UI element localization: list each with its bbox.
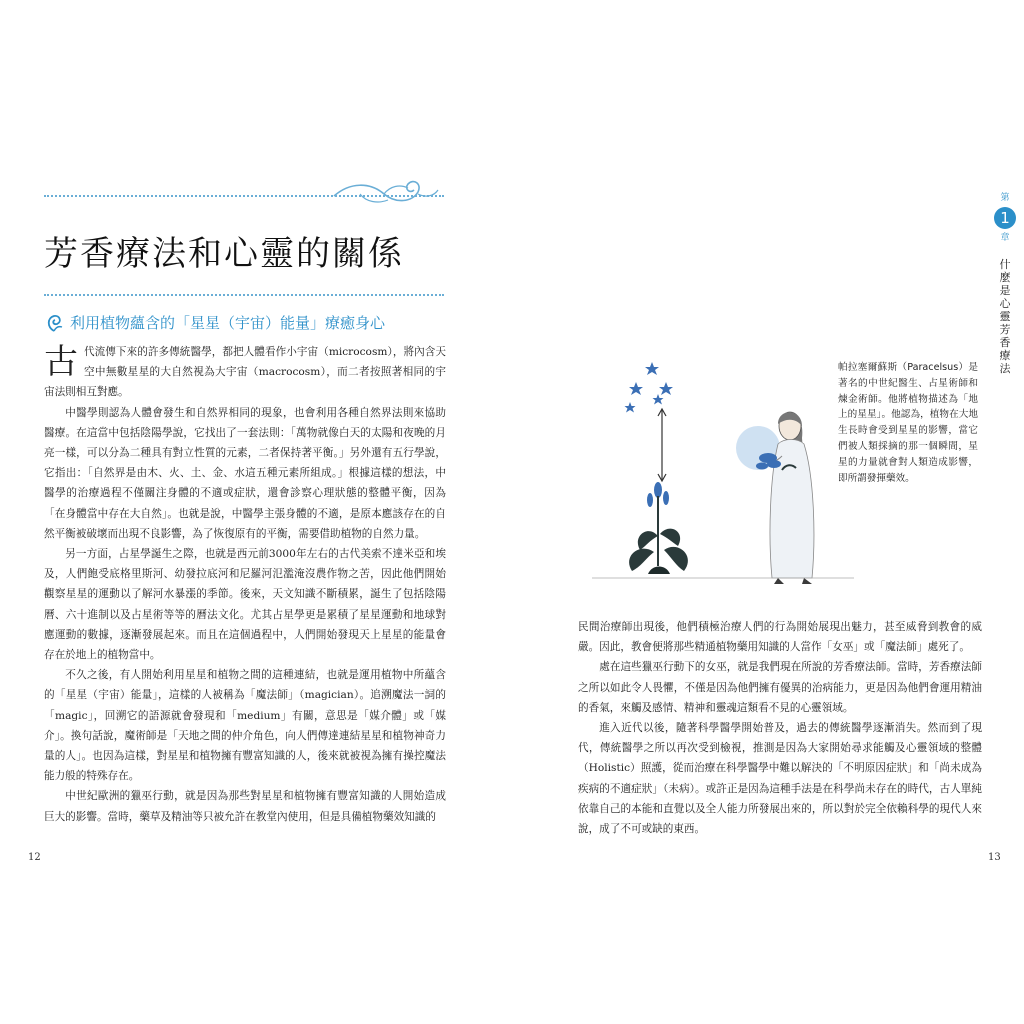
- paragraph: 另一方面，占星學誕生之際，也就是西元前3000年左右的古代美索不達米亞和埃及，人們飽受底格里斯河、幼發拉底河和尼羅河氾濫淹沒農作物之苦，因此他們開始觀察星星的運動以了解河水暴漲的季節。後來，天文知識不斷積累，誕生了包括陰陽曆、六十進制以及占星術等等的曆法文化。尤其占星學更是累積了星星運動和地球對應運動的數據，逐漸發展起來。而且在這個過程中，人們開始發現天上星星的能量會存在於地上的植物當中。: [44, 548, 446, 662]
- chapter-title-vertical: 什麼是心靈芳香療法: [999, 258, 1011, 375]
- title-dotted-rule: [44, 294, 444, 296]
- chapter-suffix: 章: [1000, 233, 1010, 243]
- stars-icon: [625, 362, 674, 413]
- plant-icon: [629, 482, 688, 574]
- paracelsus-illustration: [592, 346, 854, 592]
- double-arrow-icon: [658, 409, 666, 481]
- chapter-number-badge: 1: [994, 207, 1016, 229]
- page-number: 12: [28, 852, 41, 863]
- paragraph: 中醫學則認為人體會發生和自然界相同的現象，也會利用各種自然界法則來協助醫療。在這當中包括陰陽學說，它找出了一套法則：「萬物就像白天的太陽和夜晚的月亮一樣，可以分為二種具有對立性質的元素，二者保持著平衡。」另外還有五行學說，它指出：「自然界是由木、火、土、金、水這五種元素所組成。」根據這樣的想法，中醫學的治療過程不僅關注身體的不適或症狀，還會診察心理狀態的整體平衡，因為「在身體當中存在大自然」。也就是說，中醫學主張身體的不適，是原本應該存在的自然平衡被破壞而出現不良影響，為了恢復原有的平衡，需要借助植物的自然力量。: [44, 406, 446, 540]
- section-subtitle: [44, 312, 454, 333]
- paragraph: 不久之後，有人開始利用星星和植物之間的這種連結，也就是運用植物中所蘊含的「星星（宇宙）能量」，這樣的人被稱為「魔法師」（magician）。追溯魔法一詞的「magic」，回溯它的語源就會發現和「medium」有關，意思是「媒介體」或「媒介」。換句話說，魔術師是「天地之間的仲介角色，向人們傳達連結星星和植物神奇力量的人」。也因為這樣，對星星和植物擁有豐富知識的人，後來就被視為擁有操控魔法能力般的特殊存在。: [44, 669, 446, 783]
- chapter-tab: [992, 192, 1018, 244]
- paragraph: 中世紀歐洲的獵巫行動，就是因為那些對星星和植物擁有豐富知識的人開始造成巨大的影響。當時，藥草及精油等只被允許在教堂內使用，但是具備植物藥效知識的: [44, 790, 446, 823]
- swirl-leaf-icon: [44, 313, 64, 333]
- drop-cap: 古: [44, 342, 78, 382]
- paragraph: 民間治療師出現後，他們積極治療人們的行為開始展現出魅力，甚至威脅到教會的威嚴。因此，教會便將那些精通植物藥用知識的人當作「女巫」或「魔法師」處死了。: [578, 621, 982, 654]
- page-title: 芳香療法和心靈的關係: [44, 234, 404, 274]
- paragraph: 進入近代以後，隨著科學醫學開始普及，過去的傳統醫學逐漸消失。然而到了現代，傳統醫學之所以再次受到檢視，推測是因為大家開始尋求能觸及心靈領域的整體（Holistic）照護，從而治療在科學醫學中難以解決的「不明原因症狀」和「尚未成為疾病的不適症狀」（未病）。或許正是因為這種手法是在科學尚未存在的時代，古人單純依靠自己的本能和直覺以及全人能力所發展出來的，所以對於完全依賴科學的現代人來說，成了不可或缺的東西。: [578, 722, 982, 836]
- right-body-text: [578, 617, 982, 839]
- left-body-text: [44, 342, 446, 827]
- paragraph: 處在這些獵巫行動下的女巫，就是我們現在所說的芳香療法師。當時，芳香療法師之所以如此令人畏懼，不僅是因為他們擁有優異的治病能力，更是因為他們會運用精油的香氣，來觸及感情、精神和靈魂這類看不見的心靈領域。: [578, 661, 982, 714]
- paragraph: 古代流傳下來的許多傳統醫學，都把人體看作小宇宙（microcosm），將內含天空中無數星星的大自然視為大宇宙（macrocosm），而二者按照著相同的宇宙法則相互對應。: [44, 342, 446, 399]
- subtitle-text: 利用植物蘊含的「星星（宇宙）能量」療癒身心: [70, 314, 386, 332]
- page-number: 13: [988, 852, 1001, 863]
- chapter-prefix: 第: [1000, 193, 1010, 203]
- swirl-ornament-icon: [330, 176, 440, 210]
- illustration-caption: 帕拉塞爾蘇斯（Paracelsus）是著名的中世紀醫生、占星術師和煉金術師。他將植物描述為「地上的星星」。他認為，植物在大地生長時會受到星星的影響，當它們被人類採摘的那一個瞬間，星星的力量就會對人類造成影響，即所謂發揮藥效。: [838, 362, 978, 484]
- woman-figure-icon: [736, 412, 814, 584]
